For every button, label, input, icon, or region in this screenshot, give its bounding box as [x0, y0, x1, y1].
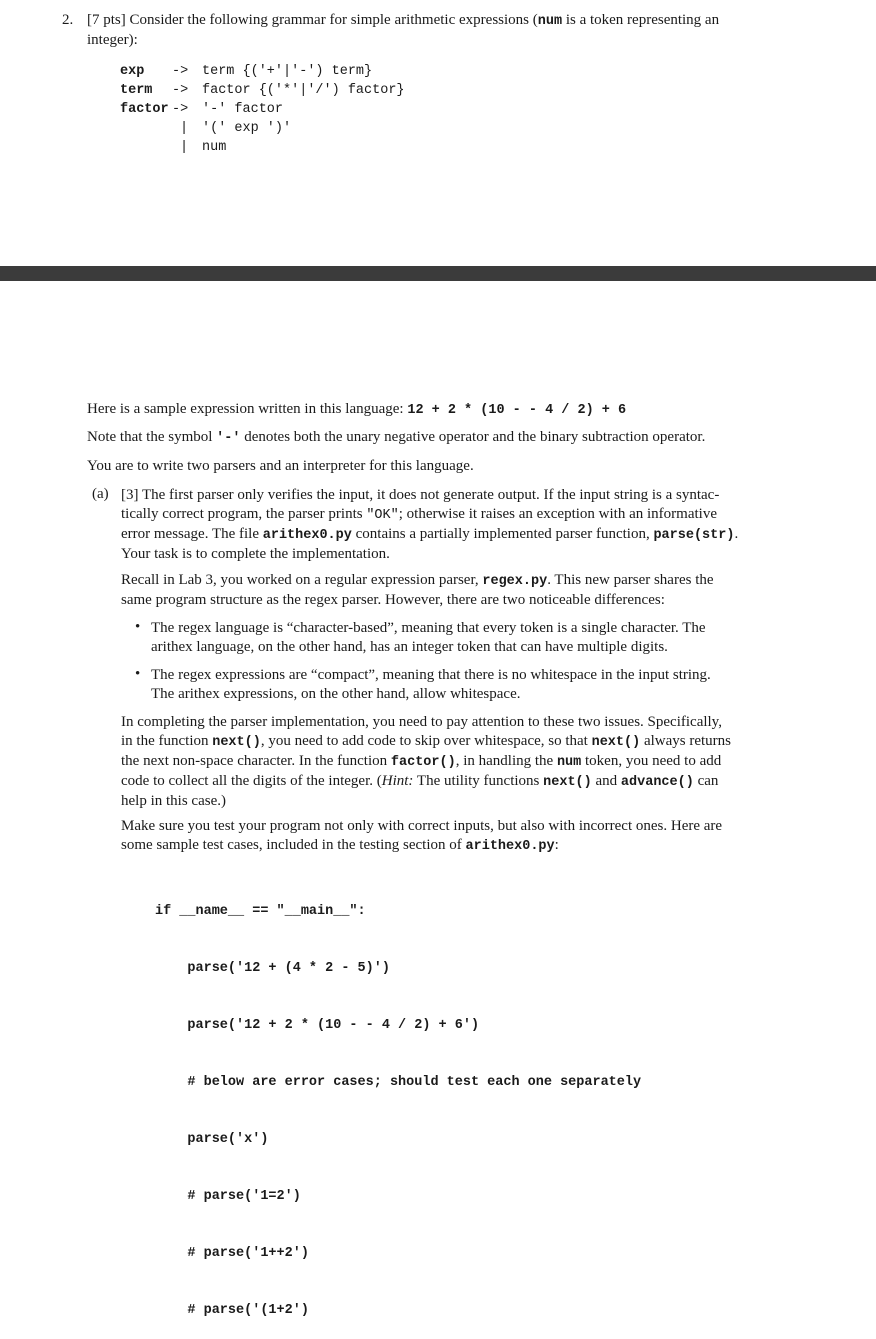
- bullet-symbol: •: [135, 666, 141, 682]
- grammar-rule: exp -> term {('+'|'-') term}: [120, 64, 373, 79]
- code-line: parse('12 + 2 * (10 - - 4 / 2) + 6'): [155, 1018, 480, 1033]
- grammar-rule: | '(' exp ')': [180, 121, 292, 136]
- testing-paragraph: Make sure you test your program not only with correct inputs, but also with incorrect ones. Here are some sample test cases, included in the testing section of arithex0.py:: [121, 818, 723, 854]
- ok-string: "OK": [366, 508, 399, 523]
- sample-text: Here is a sample expression written in this language:: [87, 401, 408, 417]
- grammar-rule: | num: [180, 140, 227, 155]
- recall-paragraph: Recall in Lab 3, you worked on a regular expression parser, regex.py. This new parser shares the same program structure as the regex parser. However, there are two noticeable differences:: [121, 572, 714, 608]
- code-line: # parse('1++2'): [155, 1246, 309, 1261]
- hint-label: Hint:: [381, 773, 414, 789]
- question-intro-a: Consider the following grammar for simple arithmetic expressions (: [129, 12, 538, 28]
- question-intro-c: integer):: [87, 32, 138, 48]
- part-a-label: (a): [92, 486, 109, 502]
- part-a-points: [3]: [121, 487, 139, 503]
- task-line: You are to write two parsers and an interpreter for this language.: [87, 458, 474, 474]
- regex-file: regex.py: [482, 574, 548, 589]
- question-points: [7 pts]: [87, 12, 126, 28]
- code-block: [155, 864, 641, 1339]
- grammar-rule: term -> factor {('*'|'/') factor}: [120, 83, 405, 98]
- question-number: 2.: [62, 12, 74, 28]
- code-line: # parse('1=2'): [155, 1189, 301, 1204]
- bullet-item: The regex expressions are “compact”, meaning that there is no whitespace in the input string. The arithex expressions, on the other hand, allow whitespace.: [151, 667, 711, 702]
- file-name: arithex0.py: [262, 528, 352, 543]
- parse-function: parse(str): [653, 528, 735, 543]
- code-line: parse('x'): [155, 1132, 269, 1147]
- note-line: Note that the symbol '-' denotes both the unary negative operator and the binary subtraction operator.: [87, 429, 706, 446]
- code-line: # below are error cases; should test each one separately: [155, 1075, 642, 1090]
- num-token: num: [537, 14, 563, 29]
- grammar-rule: factor -> '-' factor: [120, 102, 284, 117]
- code-line: # parse('(1+2'): [155, 1303, 309, 1318]
- code-line: parse('12 + (4 * 2 - 5)'): [155, 961, 390, 976]
- code-line: if __name__ == "__main__":: [155, 904, 366, 919]
- bullet-symbol: •: [135, 619, 141, 635]
- sample-line: [87, 400, 626, 420]
- question-intro-line: [87, 12, 719, 29]
- page-divider: [0, 266, 876, 281]
- bullet-item: The regex language is “character-based”, meaning that every token is a single character. The arithex language, on the other hand, has an integer token that can have multiple digits.: [151, 620, 706, 655]
- minus-symbol: '-': [216, 431, 241, 446]
- grammar-block: [120, 62, 405, 157]
- question-intro-b: is a token representing an: [562, 12, 720, 28]
- sample-expr: 12 + 2 * (10 - - 4 / 2) + 6: [407, 403, 627, 418]
- completing-paragraph: In completing the parser implementation, you need to pay attention to these two issues. Specifically, in the function next(), you need to add code to skip over whitespace, so that next() always returns the next non-space character. In the function factor(), in handling the num token, you need to add code to collect all the digits of the integer. (Hint: The utility functions next() and advance() can help in this case.): [121, 714, 732, 809]
- part-a-text: [3] The first parser only verifies the input, it does not generate output. If the input string is a syntac- tically correct program, the parser prints "OK"; otherwise it raises an exception with an informative error message. The file arithex0.py contains a partially implemented parser function, parse(str). Your task is to complete the implementation.: [121, 487, 739, 562]
